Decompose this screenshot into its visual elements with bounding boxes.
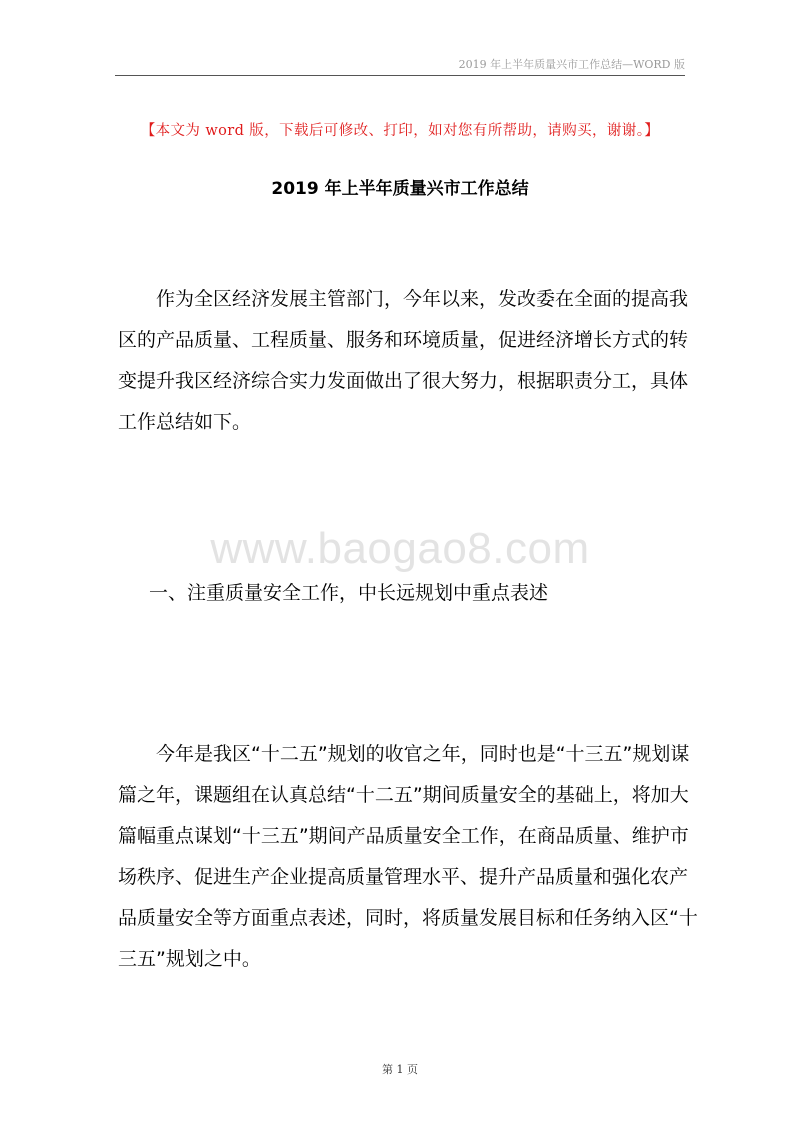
- paragraph-line: 变提升我区经济综合实力发面做出了很大努力，根据职责分工，具体: [118, 370, 689, 392]
- section1-paragraph: [118, 734, 698, 980]
- paragraph-line: 篇之年，课题组在认真总结“十二五”期间质量安全的基础上，将加大: [118, 784, 689, 806]
- page-number: 第 1 页: [382, 1063, 418, 1076]
- header-divider: [115, 75, 685, 76]
- running-header: 2019 年上半年质量兴市工作总结—WORD 版: [458, 58, 685, 71]
- paragraph-line: 品质量安全等方面重点表述，同时，将质量发展目标和任务纳入区“十: [118, 907, 698, 929]
- paragraph-line: 三五”规划之中。: [118, 948, 261, 970]
- watermark: www.baogao8.com: [210, 524, 590, 573]
- document-title: 2019 年上半年质量兴市工作总结: [271, 179, 529, 199]
- download-notice: 【本文为 word 版，下载后可修改、打印，如对您有所帮助，请购买，谢谢。】: [140, 123, 660, 139]
- paragraph-line: 工作总结如下。: [118, 411, 252, 433]
- section-heading: 一、注重质量安全工作，中长远规划中重点表述: [149, 582, 549, 604]
- paragraph-line: 区的产品质量、工程质量、服务和环境质量，促进经济增长方式的转: [118, 329, 689, 351]
- paragraph-line: 作为全区经济发展主管部门，今年以来，发改委在全面的提高我: [118, 288, 689, 310]
- paragraph-line: 篇幅重点谋划“十三五”期间产品质量安全工作，在商品质量、维护市: [118, 825, 689, 847]
- paragraph-line: 场秩序、促进生产企业提高质量管理水平、提升产品质量和强化农产: [118, 866, 689, 888]
- paragraph-line: 今年是我区“十二五”规划的收官之年，同时也是“十三五”规划谋: [118, 743, 690, 765]
- intro-paragraph: [118, 279, 688, 443]
